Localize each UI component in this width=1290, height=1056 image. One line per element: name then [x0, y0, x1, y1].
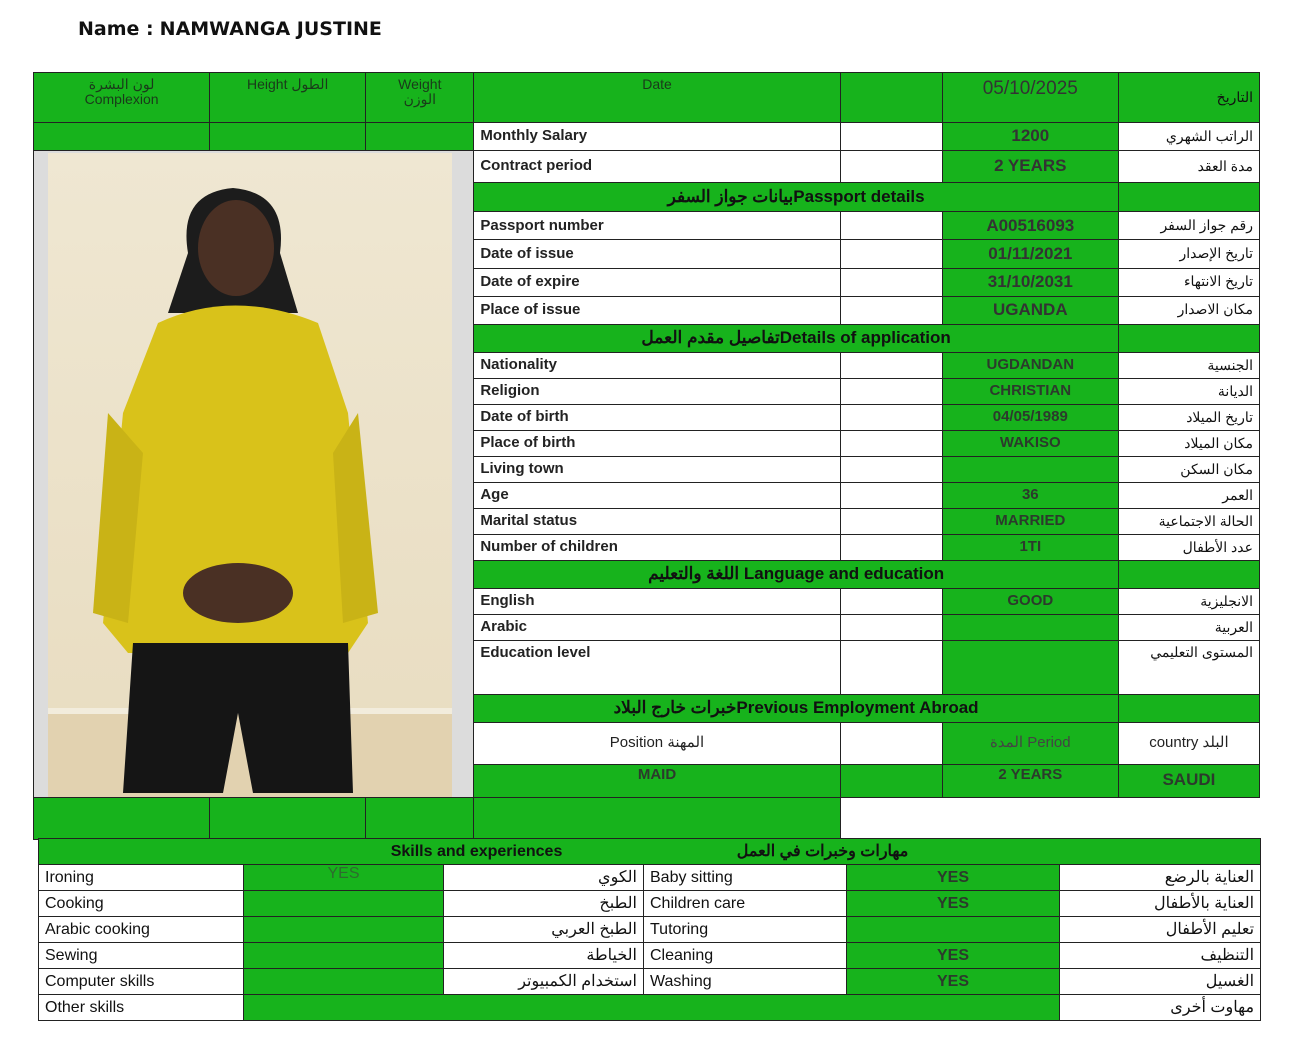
- living-town-label: Living town: [474, 456, 840, 482]
- expire-date-ar: تاريخ الانتهاء: [1118, 268, 1259, 296]
- skill-ar: الطبخ العربي: [444, 917, 644, 943]
- birth-date-value: 04/05/1989: [942, 404, 1118, 430]
- skill-label: Cooking: [39, 891, 244, 917]
- birth-place-label: Place of birth: [474, 430, 840, 456]
- applicant-name: [78, 18, 382, 40]
- skill-value: [244, 943, 444, 969]
- education-ar: المستوى التعليمي: [1118, 640, 1259, 694]
- passport-number-label: Passport number: [474, 212, 840, 240]
- nationality-value: UGDANDAN: [942, 352, 1118, 378]
- application-section-title: تفاصيل مقدم العملDetails of application: [474, 324, 1119, 352]
- skill-label: Washing: [644, 969, 847, 995]
- issue-date-value: 01/11/2021: [942, 240, 1118, 268]
- living-town-ar: مكان السكن: [1118, 456, 1259, 482]
- skill-label: Cleaning: [644, 943, 847, 969]
- date-spacer: [840, 73, 942, 123]
- skill-value: YES: [847, 969, 1060, 995]
- age-value: 36: [942, 482, 1118, 508]
- language-section-title: اللغة والتعليم Language and education: [474, 560, 1119, 588]
- expire-date-label: Date of expire: [474, 268, 840, 296]
- weight-header: Weight الوزن: [366, 73, 474, 123]
- passport-number-value: A00516093: [942, 212, 1118, 240]
- blank-cell: [1118, 324, 1259, 352]
- skill-value: YES: [847, 865, 1060, 891]
- age-label: Age: [474, 482, 840, 508]
- blank-cell: [840, 151, 942, 183]
- weight-value: [366, 123, 474, 151]
- expire-date-value: 31/10/2031: [942, 268, 1118, 296]
- skill-ar: العناية بالأطفال: [1060, 891, 1261, 917]
- living-town-value: [942, 456, 1118, 482]
- skills-table: [38, 838, 1261, 1021]
- blank-cell: [1118, 560, 1259, 588]
- children-ar: عدد الأطفال: [1118, 534, 1259, 560]
- blank-cell: [840, 240, 942, 268]
- blank-cell: [840, 764, 942, 797]
- other-skills-label: Other skills: [39, 995, 244, 1021]
- salary-value: 1200: [942, 123, 1118, 151]
- skill-ar: التنظيف: [1060, 943, 1261, 969]
- skills-title-en: Skills and experiences: [390, 842, 563, 860]
- passport-section-title: بيانات جواز السفرPassport details: [474, 183, 1119, 212]
- skill-label: Baby sitting: [644, 865, 847, 891]
- blank-cell: [1118, 183, 1259, 212]
- contract-label: Contract period: [474, 151, 840, 183]
- employment-country: SAUDI: [1118, 764, 1259, 797]
- marital-status-value: MARRIED: [942, 508, 1118, 534]
- other-skills-value: [244, 995, 1060, 1021]
- applicant-photo: [48, 153, 452, 797]
- skill-ar: الخياطة: [444, 943, 644, 969]
- skill-label: Tutoring: [644, 917, 847, 943]
- skills-title-ar: مهارات وخبرات في العمل: [736, 842, 909, 860]
- english-label: English: [474, 588, 840, 614]
- blank-cell: [34, 798, 210, 840]
- blank-cell: [840, 640, 942, 694]
- birth-place-value: WAKISO: [942, 430, 1118, 456]
- height-value: [210, 123, 366, 151]
- skill-value: YES: [847, 943, 1060, 969]
- arabic-ar: العربية: [1118, 614, 1259, 640]
- religion-label: Religion: [474, 378, 840, 404]
- complexion-header: لون البشرة Complexion: [34, 73, 210, 123]
- position-header: Position المهنة: [474, 722, 840, 764]
- blank-cell: [366, 798, 474, 840]
- blank-cell: [840, 534, 942, 560]
- cv-main-table: [33, 72, 1260, 840]
- skill-ar: استخدام الكمبيوتر: [444, 969, 644, 995]
- children-value: 1TI: [942, 534, 1118, 560]
- blank-cell: [840, 123, 942, 151]
- children-label: Number of children: [474, 534, 840, 560]
- blank-cell: [840, 352, 942, 378]
- skill-ar: العناية بالرضع: [1060, 865, 1261, 891]
- contract-value: 2 YEARS: [942, 151, 1118, 183]
- issue-date-ar: تاريخ الإصدار: [1118, 240, 1259, 268]
- issue-place-value: UGANDA: [942, 296, 1118, 324]
- marital-status-label: Marital status: [474, 508, 840, 534]
- arabic-label: Arabic: [474, 614, 840, 640]
- education-label: Education level: [474, 640, 840, 694]
- period-header: المدة Period: [942, 722, 1118, 764]
- skill-value: YES: [847, 891, 1060, 917]
- blank-cell: [840, 482, 942, 508]
- nationality-ar: الجنسية: [1118, 352, 1259, 378]
- arabic-value: [942, 614, 1118, 640]
- skill-label: Children care: [644, 891, 847, 917]
- skill-ar: الكوي: [444, 865, 644, 891]
- height-header: Height الطول: [210, 73, 366, 123]
- skill-label: Arabic cooking: [39, 917, 244, 943]
- other-skills-ar: مهاوت أخرى: [1060, 995, 1261, 1021]
- blank-cell: [474, 798, 840, 840]
- blank-cell: [840, 588, 942, 614]
- education-value: [942, 640, 1118, 694]
- blank-cell: [840, 378, 942, 404]
- blank-cell: [210, 798, 366, 840]
- blank-cell: [840, 722, 942, 764]
- english-ar: الانجليزية: [1118, 588, 1259, 614]
- skill-ar: الغسيل: [1060, 969, 1261, 995]
- date-value: 05/10/2025: [942, 73, 1118, 123]
- religion-ar: الديانة: [1118, 378, 1259, 404]
- country-header: country البلد: [1118, 722, 1259, 764]
- salary-ar: الراتب الشهري: [1118, 123, 1259, 151]
- birth-date-ar: تاريخ الميلاد: [1118, 404, 1259, 430]
- blank-cell: [840, 268, 942, 296]
- name-label: Name :: [78, 18, 154, 40]
- blank-cell: [840, 212, 942, 240]
- age-ar: العمر: [1118, 482, 1259, 508]
- complexion-value: [34, 123, 210, 151]
- issue-place-label: Place of issue: [474, 296, 840, 324]
- skill-ar: تعليم الأطفال: [1060, 917, 1261, 943]
- skill-value: [847, 917, 1060, 943]
- marital-status-ar: الحالة الاجتماعية: [1118, 508, 1259, 534]
- skill-label: Sewing: [39, 943, 244, 969]
- skill-label: Ironing: [39, 865, 244, 891]
- person-illustration: [48, 153, 452, 797]
- issue-place-ar: مكان الاصدار: [1118, 296, 1259, 324]
- issue-date-label: Date of issue: [474, 240, 840, 268]
- birth-date-label: Date of birth: [474, 404, 840, 430]
- salary-label: Monthly Salary: [474, 123, 840, 151]
- blank-cell: [840, 456, 942, 482]
- skills-title: [39, 839, 1261, 865]
- employment-position: MAID: [474, 764, 840, 797]
- passport-number-ar: رقم جواز السفر: [1118, 212, 1259, 240]
- skill-value: [244, 969, 444, 995]
- contract-ar: مدة العقد: [1118, 151, 1259, 183]
- skill-value: YES: [244, 865, 444, 891]
- blank-cell: [840, 614, 942, 640]
- english-value: GOOD: [942, 588, 1118, 614]
- employment-period: 2 YEARS: [942, 764, 1118, 797]
- blank-cell: [840, 404, 942, 430]
- nationality-label: Nationality: [474, 352, 840, 378]
- blank-cell: [840, 430, 942, 456]
- skill-label: Computer skills: [39, 969, 244, 995]
- name-value: NAMWANGA JUSTINE: [159, 18, 382, 40]
- date-ar: التاريخ: [1118, 73, 1259, 123]
- date-label: Date: [474, 73, 840, 123]
- religion-value: CHRISTIAN: [942, 378, 1118, 404]
- blank-cell: [840, 508, 942, 534]
- skill-ar: الطبخ: [444, 891, 644, 917]
- blank-cell: [840, 296, 942, 324]
- employment-section-title: خبرات خارج البلادPrevious Employment Abroad: [474, 694, 1119, 722]
- skill-value: [244, 891, 444, 917]
- birth-place-ar: مكان الميلاد: [1118, 430, 1259, 456]
- blank-cell: [1118, 694, 1259, 722]
- photo-cell: [34, 151, 474, 798]
- skill-value: [244, 917, 444, 943]
